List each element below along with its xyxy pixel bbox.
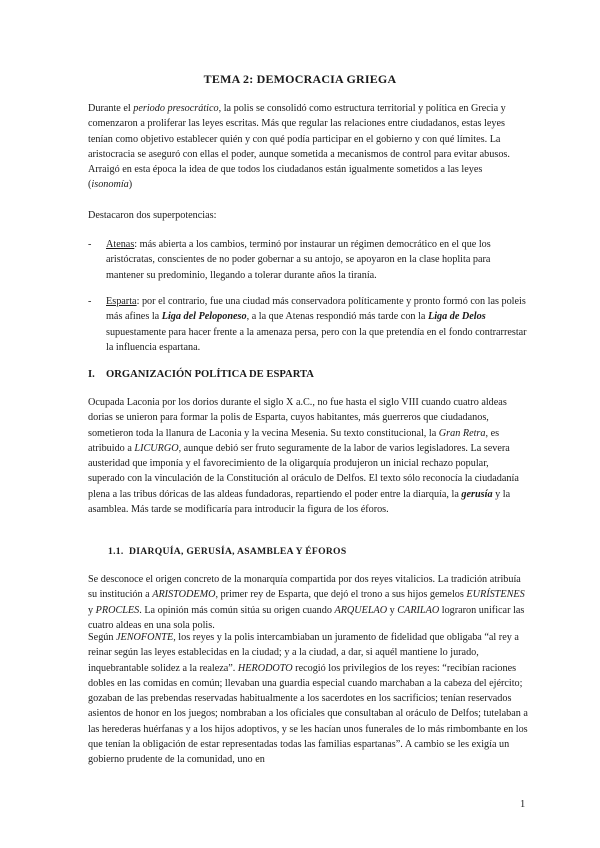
liga-peloponeso: Liga del Peloponeso <box>161 311 247 323</box>
bullet-atenas <box>88 237 528 283</box>
section1-text-e: , aunque debió ser fruto seguramente de la labor de varios legisladores. La severa austeridad que imponía y el favorecimiento de la oligarquía produjeron un inicial rechazo popular, superado con la vinculación de la Constitución al oráculo de Delfos. El texto sólo reconocía la ciudadanía plena a las tribus dóricas de las aldeas fundadoras, repartiendo el poder entre la diarquía, la <box>88 442 519 500</box>
section1-paragraph <box>88 395 528 517</box>
bullet-esparta-text <box>106 294 528 355</box>
name-arquelao: ARQUELAO <box>334 604 388 616</box>
intro-text-c: , la polis se consolidó como estructura territorial y política en Grecia y comenzaron a proliferar las leyes escritas. Más que regular las relaciones entre ciudadanos, estas leyes tenían como objetivo establecer quién y con qué podía participar en el gobierno y con qué límites. La aristocracia se aseguró con ellas el poder, aunque sometida a mecanismos de control para evitar abusos. Arraigó en esta época la idea de que todos los ciudadanos están igualmente sometidos a las leyes ( <box>88 103 510 191</box>
section1-text-c: , es atribuido a <box>88 427 500 454</box>
name-procles: PROCLES <box>95 604 140 616</box>
atenas-label: Atenas <box>106 239 135 250</box>
section-number: I. <box>88 369 95 380</box>
intro-term-isonomia: isonomía <box>91 179 129 191</box>
name-aristodemo: ARISTODEMO <box>152 589 216 601</box>
section1-text-g: y la asamblea. Más tarde se modificaría para introducir la figura de los éforos. <box>88 488 511 516</box>
section11-text-g: . La opinión más común sitúa su origen cuando <box>139 604 335 616</box>
name-herodoto: HERODOTO <box>237 662 293 674</box>
intro-text-a: Durante el <box>88 103 134 114</box>
jenofonte-paragraph <box>88 630 528 768</box>
esparta-text-c: , a la que Atenas respondió más tarde con la <box>246 311 428 323</box>
subsection-title: DIARQUÍA, GERUSÍA, ASAMBLEA Y ÉFOROS <box>129 546 347 557</box>
jenofonte-text-a: Según <box>88 632 117 643</box>
section1-text-a: Ocupada Laconia por los dorios durante el siglo X a.C., no fue hasta el siglo VIII cuando cuatro aldeas dorias se unieron para formar la polis de Esparta, cuyos habitantes, más guerreros que ciudadanos, sometieron toda la llanura de Laconia y la vecina Mesenia. Su texto constitucional, la <box>88 397 507 439</box>
section11-text-e: y <box>88 604 96 616</box>
atenas-description: : más abierta a los cambios, terminó por instaurar un régimen democrático en el que los aristócratas, conscientes de no poder gobernar a su antojo, se apoyaron en la clase hoplita para mantener su predominio, llegando a tolerar durante años la tiranía. <box>106 239 491 281</box>
section11-text-i: y <box>387 604 398 616</box>
section11-text-k: lograron unificar las cuatro aldeas en una sola polis. <box>88 604 525 631</box>
esparta-text-e: supuestamente para hacer frente a la amenaza persa, pero con la que pretendía en el fondo contrarrestar la influencia espartana. <box>106 326 527 353</box>
liga-delos: Liga de Delos <box>427 311 486 323</box>
name-jenofonte: JENOFONTE <box>116 632 174 643</box>
term-gran-retra: Gran Retra <box>438 427 486 439</box>
name-euristenes: EURÍSTENES <box>466 589 525 601</box>
section11-paragraph <box>88 572 528 633</box>
intro-paragraph <box>88 101 528 193</box>
jenofonte-text-c: , los reyes y la polis intercambiaban un juramento de fidelidad que obligaba “al rey a reinar según las leyes establecidas en la ciudad; y a la ciudad, a dar, si aquél mantiene lo jurado, inquebrantable solidez a la realeza”. <box>88 632 519 674</box>
page-title: TEMA 2: DEMOCRACIA GRIEGA <box>203 72 397 86</box>
intro-text-e: ) <box>128 179 133 191</box>
bullet-esparta <box>88 294 528 355</box>
esparta-label: Esparta <box>106 296 137 307</box>
superpotencias-paragraph: Destacaron dos superpotencias: <box>88 210 217 221</box>
section-title: ORGANIZACIÓN POLÍTICA DE ESPARTA <box>106 369 314 380</box>
section-heading-1-1 <box>108 544 346 559</box>
name-licurgo: LICURGO <box>134 442 179 454</box>
section11-text-a: Se desconoce el origen concreto de la monarquía compartida por dos reyes vitalicios. La tradición atribuía su institución a <box>88 574 521 601</box>
page-number: 1 <box>520 799 526 810</box>
bullet-dash: - <box>88 239 92 250</box>
bullet-atenas-text <box>106 237 528 283</box>
esparta-text-a: : por el contrario, fue una ciudad más conservadora políticamente y pronto formó con las poleis más afines la <box>106 296 526 323</box>
jenofonte-text-e: recogió los privilegios de los reyes: “recibían raciones dobles en las comidas en común; llevaban una guardia especial cuando marchaban a la cabeza del ejército; gozaban de las prebendas reservadas habitualmente a los sacerdotes en los sacrificios; tenían reservados asientos de honor en los juegos; nombraban a los oficiales que consultaban al oráculo de Delfos; tutelaban a las herederas huérfanas y a los hijos adoptivos, y se les hacían unos funerales de lo más rimbombante en los que tenían la obligación de estar representadas todas las familias espartanas”. A cambio se les exigía un gobierno prudente de la comunidad, uno en <box>88 662 528 766</box>
bullet-dash: - <box>88 296 92 307</box>
section11-text-c: , primer rey de Esparta, que dejó el trono a sus hijos gemelos <box>215 589 467 601</box>
section-heading-1 <box>88 367 314 382</box>
subsection-number: 1.1. <box>108 546 124 557</box>
term-gerusia: gerusía <box>461 488 493 500</box>
name-carilao: CARILAO <box>397 604 440 616</box>
intro-term-periodo: periodo presocrático <box>133 103 219 114</box>
